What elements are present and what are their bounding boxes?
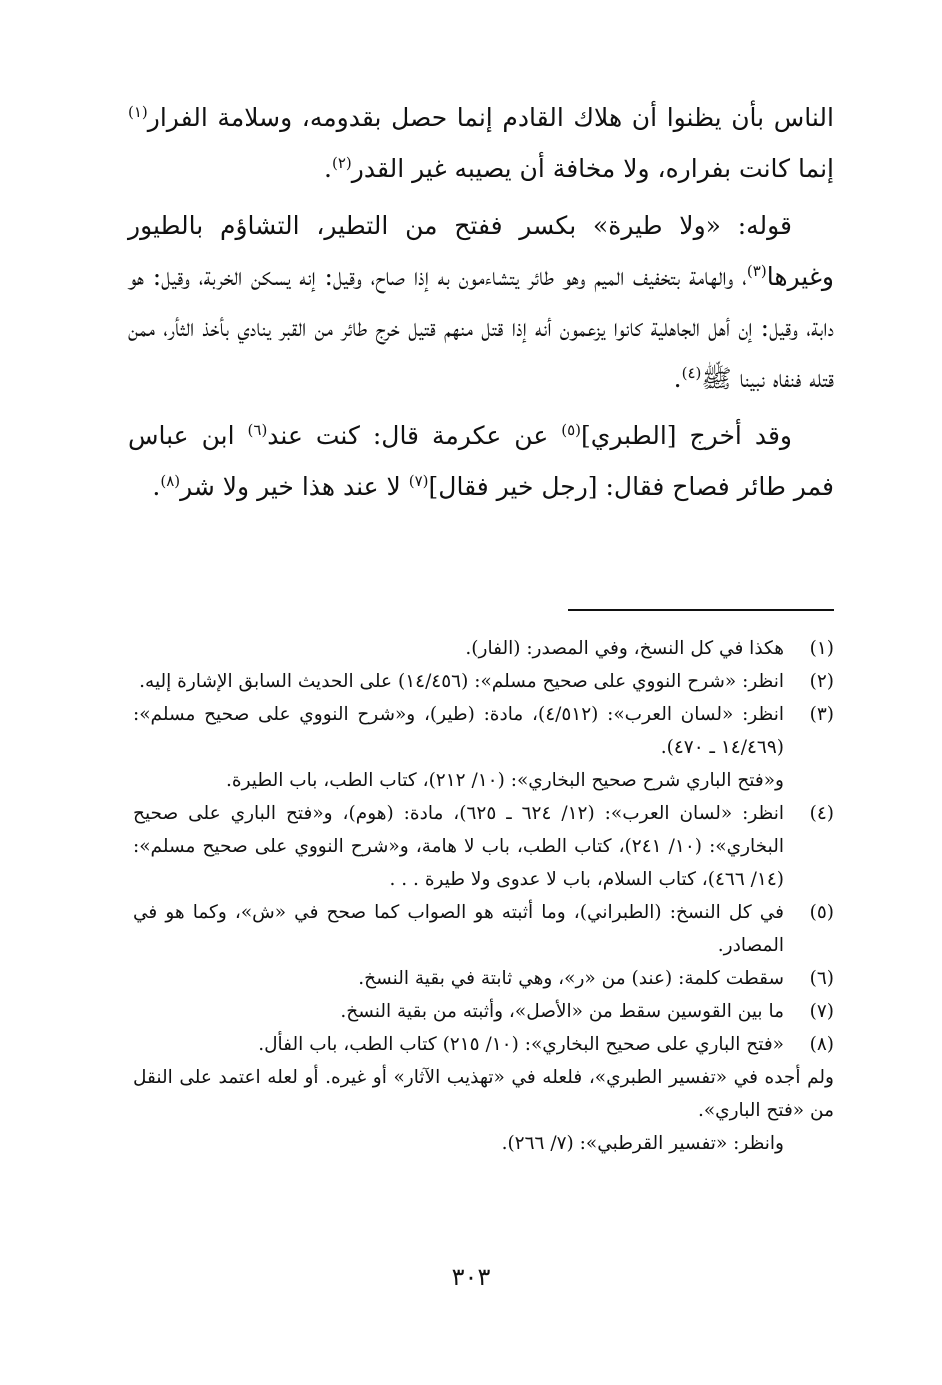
footnote-4 [133,797,834,896]
footnote-number: (٤) [809,803,834,824]
footnote-ref-8: (٨) [160,472,181,490]
footnote-5 [133,896,834,962]
footnote-text: و«فتح الباري شرح صحيح البخاري»: (١٠/ ٢١٢)، كتاب الطب، باب الطيرة. [226,770,784,791]
footnote-number: (٨) [809,1034,834,1055]
main-text [128,92,834,512]
footnote-text: «فتح الباري على صحيح البخاري»: (١٠/ ٢١٥) كتاب الطب، باب الفأل. [258,1034,784,1055]
footnote-ref-4: (٤) [681,364,702,382]
footnote-text: وانظر: «تفسير القرطبي»: (٧/ ٢٦٦). [501,1133,784,1154]
footnote-6 [133,962,834,995]
footnote-ref-2: (٢) [331,154,352,172]
footnote-number: (٢) [809,671,834,692]
footnote-3 [133,698,834,797]
footnote-1 [133,632,834,665]
footnote-continuation: ولم أجده في «تفسير الطبري»، فلعله في «تهذيب الآثار» أو غيره. أو لعله اعتمد على النقل من «فتح الباري». [133,1067,834,1121]
footnote-text: انظر: «لسان العرب»: (٤/٥١٢)، مادة: (طير)، و«شرح النووي على صحيح مسلم»: (١٤/٤٦٩ ـ ٤٧٠). [133,704,784,758]
footnotes [133,632,834,1160]
footnote-number: (٥) [809,902,834,923]
footnote-8 [133,1028,834,1160]
footnote-ref-6: (٦) [247,421,268,439]
footnote-text: في كل النسخ: (الطبراني)، وما أثبته هو الصواب كما صحح في «ش»، وكما هو في المصادر. [133,902,784,956]
paragraph-3: وقد أخرج [الطبري]$^{(٥)}$ عن عكرمة قال: كنت عند$^{(٦)}$ ابن عباس فمر طائر فصاح فقال: [رجل خير فقال]$^{(٧)}$ لا عند هذا خير ولا شر$^{(٨)}$. [128,421,834,501]
footnote-separator [568,609,834,611]
footnote-text: انظر: «لسان العرب»: (١٢/ ٦٢٤ ـ ٦٢٥)، مادة: (هوم)، و«فتح الباري على صحيح البخاري»: (١٠/ ٢٤١)، كتاب الطب، باب لا هامة، و«شرح النووي على صحيح مسلم»: (١٤/ ٤٦٦)، كتاب السلام، باب لا عدوى ولا طيرة . . . [133,803,784,890]
footnote-text: انظر: «شرح النووي على صحيح مسلم»: (١٤/٤٥٦) على الحديث السابق الإشارة إليه. [139,671,784,692]
paragraph-2: قوله: «ولا طيرة» بكسر ففتح من التطير، التشاؤم بالطيور وغيرها$^{(٣)}$، والهامة بتخفيف الميم وهو طائر يتشاءمون به إذا صاح، وقيل: إنه يسكن الخربة، وقيل: هو دابة، وقيل: إن أهل الجاهلية كانوا يزعمون أنه إذا قتل منهم قتيل خرج طائر من القبر ينادي بأخذ الثأر، ممن قتله فنفاه نبينا ﷺ$^{(٤)}$. [128,211,834,393]
footnote-ref-3: (٣) [746,262,767,280]
footnote-ref-1: (١) [128,103,148,121]
footnote-number: (٣) [809,704,834,725]
footnote-number: (١) [809,638,834,659]
paragraph-1: الناس بأن يظنوا أن هلاك القادم إنما حصل بقدومه، وسلامة الفرار$^{(١)}$ إنما كانت بفراره، ولا مخافة أن يصيبه غير القدر$^{(٢)}$. [128,103,834,183]
footnote-7 [133,995,834,1028]
footnote-ref-7: (٧) [408,472,429,490]
footnote-ref-5: (٥) [561,421,582,439]
footnote-number: (٧) [809,1001,834,1022]
page-number: ٣٠٣ [451,1263,491,1291]
footnote-text: سقطت كلمة: (عند) من «ر»، وهي ثابتة في بقية النسخ. [358,968,784,989]
footnote-2 [133,665,834,698]
footnote-text: هكذا في كل النسخ، وفي المصدر: (الفار). [465,638,784,659]
footnote-text: ما بين القوسين سقط من «الأصل»، وأثبته من بقية النسخ. [340,1001,784,1022]
footnote-number: (٦) [809,968,834,989]
